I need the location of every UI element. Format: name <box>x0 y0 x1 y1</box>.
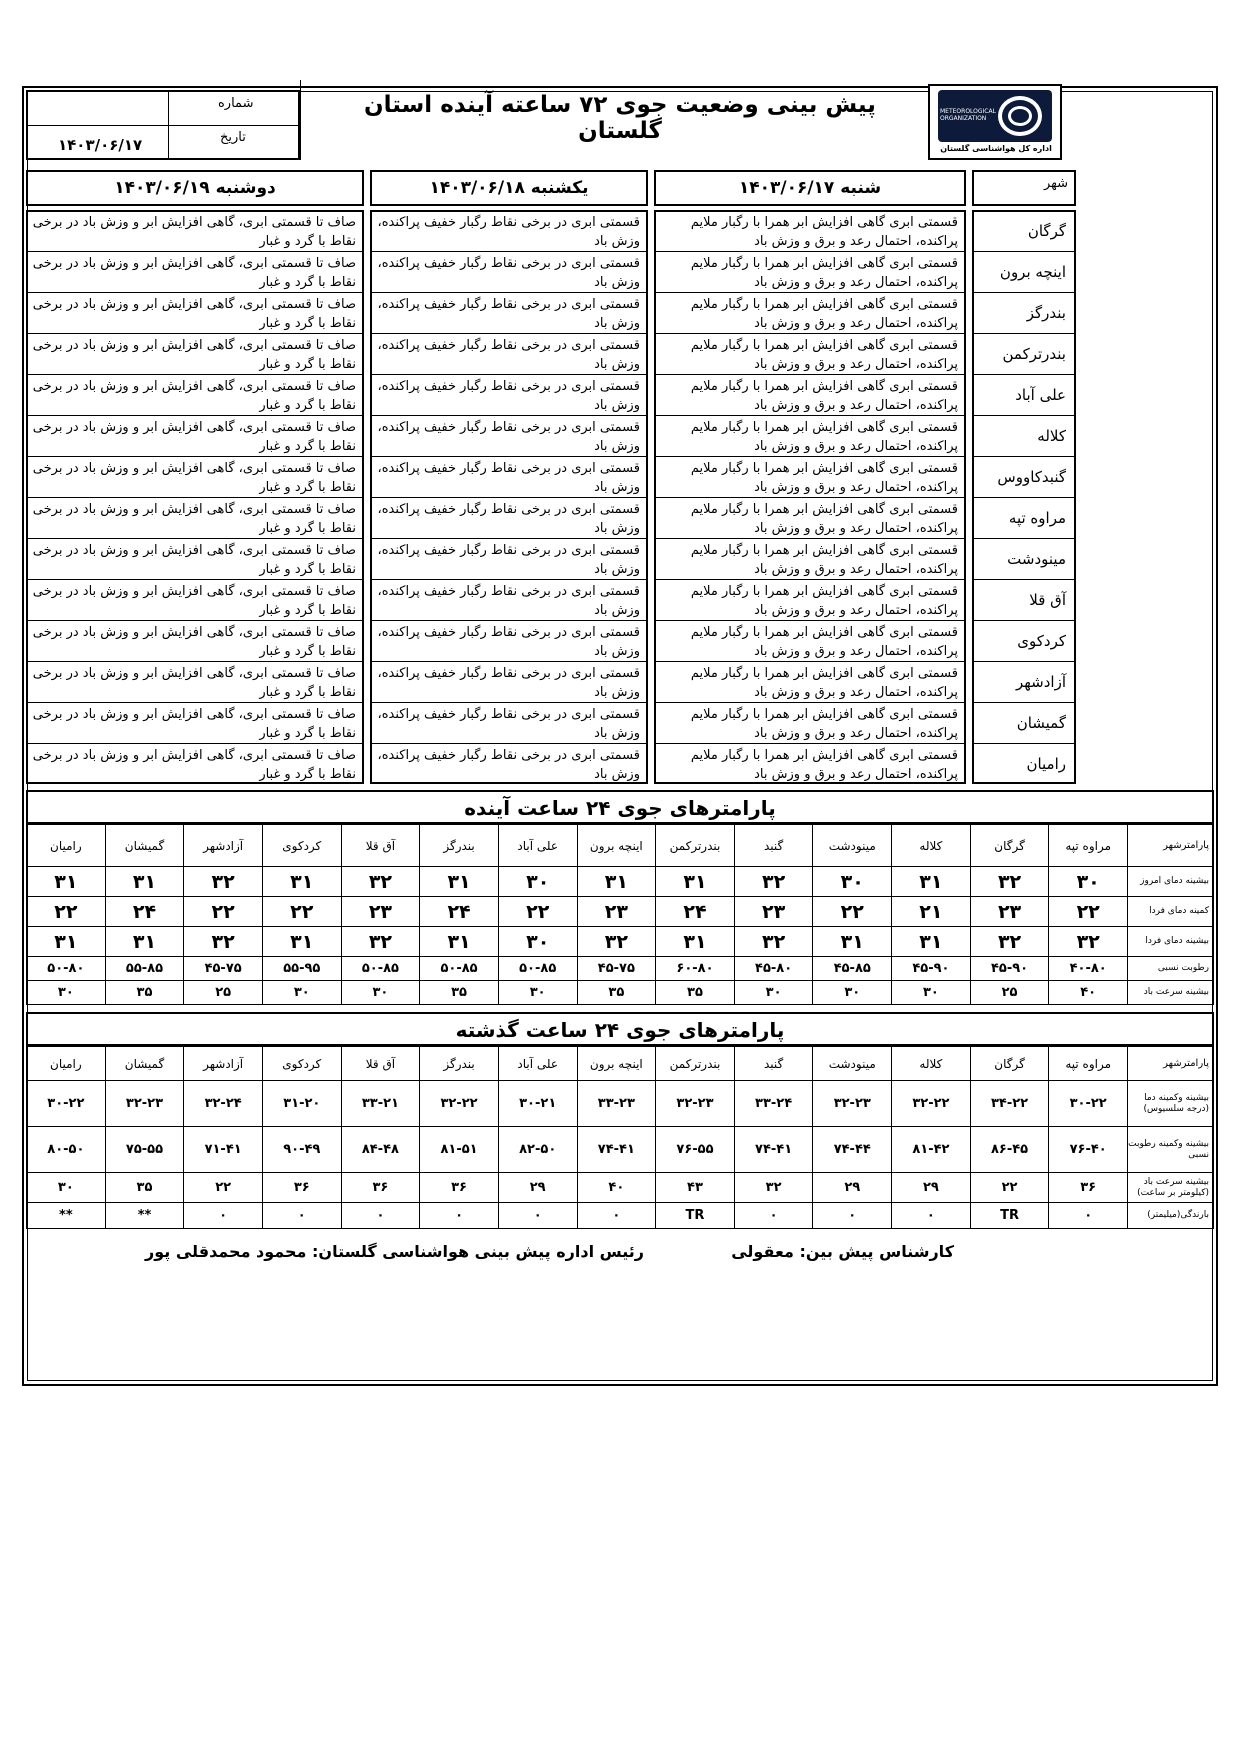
param-value: ۲۲ <box>184 1173 263 1203</box>
param-value: ۳۰ <box>498 927 577 957</box>
param-value: ۲۲ <box>184 897 263 927</box>
day2-forecast: قسمتی ابری در برخی نقاط رگبار خفیف پراکنده، وزش باد <box>377 502 640 536</box>
param-value: ۲۳ <box>734 897 813 927</box>
param-value: ۳۱ <box>656 867 735 897</box>
param-value: ۳۱ <box>105 927 184 957</box>
day3-forecast: صاف تا قسمتی ابری، گاهی افزایش ابر و وزش باد در برخی نقاط با گرد و غبار <box>32 379 356 413</box>
past24-title: پارامترهای جوی ۲۴ ساعت گذشته <box>26 1012 1214 1046</box>
param-value: ۲۳ <box>970 897 1049 927</box>
param-city: اینچه برون <box>577 1047 656 1081</box>
param-value: ۰ <box>184 1203 263 1229</box>
param-value: ۳۱ <box>105 867 184 897</box>
param-value: ۷۶-۵۵ <box>656 1127 735 1173</box>
param-value: ۴۳ <box>656 1173 735 1203</box>
number-date-box <box>26 90 300 160</box>
forecaster-signature: کارشناس پیش بین: معقولی <box>731 1242 954 1261</box>
param-value: ۳۰ <box>27 1173 106 1203</box>
param-value: ۳۲-۲۳ <box>105 1081 184 1127</box>
param-label: رطوبت نسبی <box>1128 957 1214 981</box>
param-city: رامیان <box>27 825 106 867</box>
param-value: ۳۴-۲۲ <box>970 1081 1049 1127</box>
param-city: آزادشهر <box>184 825 263 867</box>
city-name: آق قلا <box>1029 591 1066 609</box>
day3-header: دوشنبه ۱۴۰۳/۰۶/۱۹ <box>26 170 364 206</box>
day2-header: یکشنبه ۱۴۰۳/۰۶/۱۸ <box>370 170 648 206</box>
row-divider <box>972 251 1076 252</box>
param-label: بیشینه وکمینه دما (درجه سلسیوس) <box>1128 1081 1214 1127</box>
param-value: ۲۹ <box>892 1173 971 1203</box>
param-value: ۳۲-۲۴ <box>184 1081 263 1127</box>
param-city: علی آباد <box>498 1047 577 1081</box>
param-value: ۲۲ <box>813 897 892 927</box>
param-value: ۳۲ <box>341 867 420 897</box>
page-title: پیش بینی وضعیت جوی ۷۲ ساعته آینده استان گلستان <box>364 92 876 144</box>
city-name: مینودشت <box>1007 550 1066 568</box>
param-value: ۲۳ <box>341 897 420 927</box>
param-label: بارندگی(میلیمتر) <box>1128 1203 1214 1229</box>
logo-text: METEOROLOGICAL ORGANIZATION <box>940 108 996 122</box>
day2-forecast: قسمتی ابری در برخی نقاط رگبار خفیف پراکنده، وزش باد <box>377 666 640 700</box>
param-value: ۳۶ <box>420 1173 499 1203</box>
param-value: ۹۰-۴۹ <box>262 1127 341 1173</box>
param-value: ۲۹ <box>813 1173 892 1203</box>
day1-forecast: قسمتی ابری گاهی افزایش ابر همرا با رگبار ملایم پراکنده، احتمال رعد و برق و وزش باد <box>690 297 958 331</box>
date-label: تاریخ <box>220 130 246 145</box>
param-value: ۳۱ <box>813 927 892 957</box>
param-value: ** <box>105 1203 184 1229</box>
param-value: ۳۳-۲۴ <box>734 1081 813 1127</box>
day3-forecast: صاف تا قسمتی ابری، گاهی افزایش ابر و وزش باد در برخی نقاط با گرد و غبار <box>32 420 356 454</box>
param-value: ۸۴-۴۸ <box>341 1127 420 1173</box>
city-name: گمیشان <box>1016 714 1066 732</box>
param-value: ۳۱ <box>27 867 106 897</box>
day3-forecast: صاف تا قسمتی ابری، گاهی افزایش ابر و وزش باد در برخی نقاط با گرد و غبار <box>32 707 356 741</box>
param-value: ۸۲-۵۰ <box>498 1127 577 1173</box>
row-divider <box>972 579 1076 580</box>
param-value: ۳۲ <box>970 927 1049 957</box>
param-city: بندرگز <box>420 825 499 867</box>
param-label: بیشینه دمای فردا <box>1128 927 1214 957</box>
param-value: ۳۱ <box>656 927 735 957</box>
param-value: ۳۲ <box>184 867 263 897</box>
day2-forecast: قسمتی ابری در برخی نقاط رگبار خفیف پراکنده، وزش باد <box>377 748 640 782</box>
row-divider <box>972 497 1076 498</box>
day3-forecast: صاف تا قسمتی ابری، گاهی افزایش ابر و وزش باد در برخی نقاط با گرد و غبار <box>32 666 356 700</box>
param-value: ۳۳-۲۱ <box>341 1081 420 1127</box>
day2-forecast: قسمتی ابری در برخی نقاط رگبار خفیف پراکنده، وزش باد <box>377 379 640 413</box>
param-value: ۳۲ <box>734 1173 813 1203</box>
param-city: آزادشهر <box>184 1047 263 1081</box>
param-value: ۳۱ <box>420 927 499 957</box>
param-value: ۳۵ <box>420 981 499 1005</box>
param-value: ۸۶-۴۵ <box>970 1127 1049 1173</box>
param-value: ۳۱-۲۰ <box>262 1081 341 1127</box>
param-value: ۳۲ <box>184 927 263 957</box>
param-value: ۳۳-۲۳ <box>577 1081 656 1127</box>
param-value: ۴۵-۷۵ <box>577 957 656 981</box>
param-value: ۲۵ <box>970 981 1049 1005</box>
param-value: ۰ <box>341 1203 420 1229</box>
param-value: ۲۲ <box>970 1173 1049 1203</box>
param-label: بیشینه سرعت باد (کیلومتر بر ساعت) <box>1128 1173 1214 1203</box>
param-value: ۳۲ <box>734 867 813 897</box>
param-value: ۵۰-۸۵ <box>498 957 577 981</box>
param-label: بیشینه دمای امروز <box>1128 867 1214 897</box>
number-label: شماره <box>218 96 254 111</box>
city-name: گرگان <box>1027 222 1066 240</box>
param-value: ۵۵-۸۵ <box>105 957 184 981</box>
day1-forecast: قسمتی ابری گاهی افزایش ابر همرا با رگبار ملایم پراکنده، احتمال رعد و برق و وزش باد <box>690 379 958 413</box>
day2-forecast: قسمتی ابری در برخی نقاط رگبار خفیف پراکنده، وزش باد <box>377 297 640 331</box>
param-value: ۳۰ <box>1049 867 1128 897</box>
param-value: ۵۵-۹۵ <box>262 957 341 981</box>
param-value: ۳۰ <box>892 981 971 1005</box>
day1-forecast: قسمتی ابری گاهی افزایش ابر همرا با رگبار ملایم پراکنده، احتمال رعد و برق و وزش باد <box>690 543 958 577</box>
corner-label: پارامترشهر <box>1128 1047 1214 1081</box>
param-value: ۳۶ <box>341 1173 420 1203</box>
city-name: کردکوی <box>1017 632 1066 650</box>
head-signature: رئیس اداره پیش بینی هواشناسی گلستان: محمود محمدقلی پور <box>145 1242 644 1261</box>
param-value: ۴۵-۸۰ <box>734 957 813 981</box>
day3-forecast: صاف تا قسمتی ابری، گاهی افزایش ابر و وزش باد در برخی نقاط با گرد و غبار <box>32 584 356 618</box>
day3-forecast: صاف تا قسمتی ابری، گاهی افزایش ابر و وزش باد در برخی نقاط با گرد و غبار <box>32 461 356 495</box>
param-value: ۵۰-۸۰ <box>27 957 106 981</box>
param-city: کردکوی <box>262 1047 341 1081</box>
param-value: ۲۱ <box>892 897 971 927</box>
param-value: ۳۰ <box>813 867 892 897</box>
param-city: آق قلا <box>341 1047 420 1081</box>
param-value: ۲۹ <box>498 1173 577 1203</box>
param-city: مراوه تپه <box>1049 825 1128 867</box>
param-value: ۳۲-۲۳ <box>656 1081 735 1127</box>
city-name: بندرگز <box>1026 304 1066 322</box>
next24-table <box>26 824 1214 1005</box>
param-value: ۴۵-۸۵ <box>813 957 892 981</box>
day3-forecast: صاف تا قسمتی ابری، گاهی افزایش ابر و وزش باد در برخی نقاط با گرد و غبار <box>32 338 356 372</box>
day3-forecast: صاف تا قسمتی ابری، گاهی افزایش ابر و وزش باد در برخی نقاط با گرد و غبار <box>32 256 356 290</box>
param-value: ** <box>27 1203 106 1229</box>
param-value: ۳۰ <box>734 981 813 1005</box>
day2-forecast: قسمتی ابری در برخی نقاط رگبار خفیف پراکنده، وزش باد <box>377 625 640 659</box>
day1-forecast: قسمتی ابری گاهی افزایش ابر همرا با رگبار ملایم پراکنده، احتمال رعد و برق و وزش باد <box>690 707 958 741</box>
param-label: بیشینه وکمینه رطوبت نسبی <box>1128 1127 1214 1173</box>
corner-label: پارامترشهر <box>1128 825 1214 867</box>
param-value: ۵۰-۸۵ <box>341 957 420 981</box>
param-value: ۰ <box>498 1203 577 1229</box>
param-value: ۳۰ <box>27 981 106 1005</box>
day3-forecast: صاف تا قسمتی ابری، گاهی افزایش ابر و وزش باد در برخی نقاط با گرد و غبار <box>32 502 356 536</box>
param-value: ۳۵ <box>577 981 656 1005</box>
city-name: کلاله <box>1037 427 1066 445</box>
city-name: رامیان <box>1026 755 1066 773</box>
param-value: ۳۱ <box>892 927 971 957</box>
row-divider <box>972 620 1076 621</box>
logo-caption: اداره کل هواشناسی گلستان <box>940 144 1052 153</box>
param-value: ۵۰-۸۵ <box>420 957 499 981</box>
param-value: ۳۰ <box>341 981 420 1005</box>
param-city: گنبد <box>734 1047 813 1081</box>
param-value: ۰ <box>262 1203 341 1229</box>
param-value: ۳۲ <box>970 867 1049 897</box>
param-value: ۳۶ <box>262 1173 341 1203</box>
day1-forecast: قسمتی ابری گاهی افزایش ابر همرا با رگبار ملایم پراکنده، احتمال رعد و برق و وزش باد <box>690 420 958 454</box>
param-value: ۳۰ <box>262 981 341 1005</box>
param-value: ۳۵ <box>656 981 735 1005</box>
param-value: ۷۴-۴۴ <box>813 1127 892 1173</box>
day3-forecast: صاف تا قسمتی ابری، گاهی افزایش ابر و وزش باد در برخی نقاط با گرد و غبار <box>32 748 356 782</box>
city-name: آزادشهر <box>1015 673 1066 691</box>
day2-forecast: قسمتی ابری در برخی نقاط رگبار خفیف پراکنده، وزش باد <box>377 420 640 454</box>
param-value: ۷۱-۴۱ <box>184 1127 263 1173</box>
param-city: بندرگز <box>420 1047 499 1081</box>
param-city: گرگان <box>970 825 1049 867</box>
param-label: کمینه دمای فردا <box>1128 897 1214 927</box>
param-city: گرگان <box>970 1047 1049 1081</box>
param-value: ۷۴-۴۱ <box>734 1127 813 1173</box>
param-value: ۳۰ <box>498 981 577 1005</box>
day3-forecast: صاف تا قسمتی ابری، گاهی افزایش ابر و وزش باد در برخی نقاط با گرد و غبار <box>32 297 356 331</box>
next24-title: پارامترهای جوی ۲۴ ساعت آینده <box>26 790 1214 824</box>
day2-forecast: قسمتی ابری در برخی نقاط رگبار خفیف پراکنده، وزش باد <box>377 215 640 249</box>
param-value: ۳۰-۲۱ <box>498 1081 577 1127</box>
row-divider <box>972 743 1076 744</box>
param-value: ۳۱ <box>892 867 971 897</box>
day1-forecast: قسمتی ابری گاهی افزایش ابر همرا با رگبار ملایم پراکنده، احتمال رعد و برق و وزش باد <box>690 461 958 495</box>
param-city: علی آباد <box>498 825 577 867</box>
row-divider <box>972 661 1076 662</box>
param-value: ۳۲ <box>341 927 420 957</box>
param-city: کلاله <box>892 825 971 867</box>
param-value: ۴۰-۸۰ <box>1049 957 1128 981</box>
param-value: ۳۲-۲۳ <box>813 1081 892 1127</box>
day3-forecast: صاف تا قسمتی ابری، گاهی افزایش ابر و وزش باد در برخی نقاط با گرد و غبار <box>32 543 356 577</box>
day2-forecast: قسمتی ابری در برخی نقاط رگبار خفیف پراکنده، وزش باد <box>377 584 640 618</box>
row-divider <box>972 374 1076 375</box>
param-value: ۷۶-۴۰ <box>1049 1127 1128 1173</box>
param-city: گنبد <box>734 825 813 867</box>
day2-forecast: قسمتی ابری در برخی نقاط رگبار خفیف پراکنده، وزش باد <box>377 338 640 372</box>
day2-forecast: قسمتی ابری در برخی نقاط رگبار خفیف پراکنده، وزش باد <box>377 543 640 577</box>
logo <box>928 84 1062 160</box>
day3-forecast: صاف تا قسمتی ابری، گاهی افزایش ابر و وزش باد در برخی نقاط با گرد و غبار <box>32 215 356 249</box>
param-city: مینودشت <box>813 1047 892 1081</box>
day1-forecast: قسمتی ابری گاهی افزایش ابر همرا با رگبار ملایم پراکنده، احتمال رعد و برق و وزش باد <box>690 666 958 700</box>
param-value: ۲۴ <box>420 897 499 927</box>
param-value: ۳۵ <box>105 981 184 1005</box>
city-name: بندرترکمن <box>1002 345 1066 363</box>
row-divider <box>972 538 1076 539</box>
param-value: ۲۲ <box>27 897 106 927</box>
param-value: ۲۲ <box>1049 897 1128 927</box>
day1-forecast: قسمتی ابری گاهی افزایش ابر همرا با رگبار ملایم پراکنده، احتمال رعد و برق و وزش باد <box>690 748 958 782</box>
param-value: ۲۵ <box>184 981 263 1005</box>
param-value: ۳۱ <box>262 867 341 897</box>
param-value: ۲۲ <box>498 897 577 927</box>
param-value: ۴۵-۷۵ <box>184 957 263 981</box>
city-name: مراوه تپه <box>1008 509 1066 527</box>
param-value: ۳۲-۲۲ <box>420 1081 499 1127</box>
city-column-header: شهر <box>972 170 1076 206</box>
param-value: ۴۰ <box>577 1173 656 1203</box>
param-value: ۳۰-۲۲ <box>27 1081 106 1127</box>
param-value: ۷۴-۴۱ <box>577 1127 656 1173</box>
row-divider <box>972 292 1076 293</box>
param-city: آق قلا <box>341 825 420 867</box>
param-value: ۳۱ <box>420 867 499 897</box>
param-value: ۰ <box>577 1203 656 1229</box>
param-value: ۳۱ <box>262 927 341 957</box>
param-value: ۳۱ <box>27 927 106 957</box>
city-name: اینچه برون <box>999 263 1066 281</box>
param-value: ۰ <box>420 1203 499 1229</box>
param-value: ۸۱-۵۱ <box>420 1127 499 1173</box>
param-city: گمیشان <box>105 825 184 867</box>
param-value: ۶۰-۸۰ <box>656 957 735 981</box>
param-value: ۳۲-۲۲ <box>892 1081 971 1127</box>
param-value: ۳۰ <box>813 981 892 1005</box>
param-value: TR <box>656 1203 735 1229</box>
param-value: ۳۲ <box>1049 927 1128 957</box>
past24-table <box>26 1046 1214 1229</box>
param-city: بندرترکمن <box>656 825 735 867</box>
row-divider <box>972 702 1076 703</box>
day1-forecast: قسمتی ابری گاهی افزایش ابر همرا با رگبار ملایم پراکنده، احتمال رعد و برق و وزش باد <box>690 625 958 659</box>
day1-header: شنبه ۱۴۰۳/۰۶/۱۷ <box>654 170 966 206</box>
param-value: ۰ <box>1049 1203 1128 1229</box>
day1-forecast: قسمتی ابری گاهی افزایش ابر همرا با رگبار ملایم پراکنده، احتمال رعد و برق و وزش باد <box>690 584 958 618</box>
param-value: ۷۵-۵۵ <box>105 1127 184 1173</box>
param-value: ۳۲ <box>734 927 813 957</box>
day1-forecast: قسمتی ابری گاهی افزایش ابر همرا با رگبار ملایم پراکنده، احتمال رعد و برق و وزش باد <box>690 215 958 249</box>
param-value: ۳۲ <box>577 927 656 957</box>
param-value: ۴۵-۹۰ <box>970 957 1049 981</box>
param-value: ۸۰-۵۰ <box>27 1127 106 1173</box>
date-value: ۱۴۰۳/۰۶/۱۷ <box>58 136 143 154</box>
param-value: ۲۴ <box>656 897 735 927</box>
param-value: ۴۵-۹۰ <box>892 957 971 981</box>
param-value: ۳۰-۲۲ <box>1049 1081 1128 1127</box>
param-value: ۴۰ <box>1049 981 1128 1005</box>
day1-forecast: قسمتی ابری گاهی افزایش ابر همرا با رگبار ملایم پراکنده، احتمال رعد و برق و وزش باد <box>690 338 958 372</box>
row-divider <box>972 333 1076 334</box>
param-value: ۲۳ <box>577 897 656 927</box>
day2-forecast: قسمتی ابری در برخی نقاط رگبار خفیف پراکنده، وزش باد <box>377 707 640 741</box>
day2-forecast: قسمتی ابری در برخی نقاط رگبار خفیف پراکنده، وزش باد <box>377 256 640 290</box>
param-city: گمیشان <box>105 1047 184 1081</box>
row-divider <box>972 415 1076 416</box>
param-city: مراوه تپه <box>1049 1047 1128 1081</box>
day3-forecast: صاف تا قسمتی ابری، گاهی افزایش ابر و وزش باد در برخی نقاط با گرد و غبار <box>32 625 356 659</box>
param-value: ۳۵ <box>105 1173 184 1203</box>
param-value: ۳۶ <box>1049 1173 1128 1203</box>
param-value: ۰ <box>892 1203 971 1229</box>
day1-forecast: قسمتی ابری گاهی افزایش ابر همرا با رگبار ملایم پراکنده، احتمال رعد و برق و وزش باد <box>690 256 958 290</box>
city-name: علی آباد <box>1015 386 1066 404</box>
param-label: بیشینه سرعت باد <box>1128 981 1214 1005</box>
param-city: کلاله <box>892 1047 971 1081</box>
param-value: ۰ <box>813 1203 892 1229</box>
param-value: ۰ <box>734 1203 813 1229</box>
row-divider <box>972 456 1076 457</box>
param-value: ۳۰ <box>498 867 577 897</box>
day1-forecast: قسمتی ابری گاهی افزایش ابر همرا با رگبار ملایم پراکنده، احتمال رعد و برق و وزش باد <box>690 502 958 536</box>
param-city: مینودشت <box>813 825 892 867</box>
param-value: ۸۱-۴۲ <box>892 1127 971 1173</box>
city-name: گنبدکاووس <box>997 468 1066 486</box>
param-value: ۲۲ <box>262 897 341 927</box>
param-city: اینچه برون <box>577 825 656 867</box>
param-city: بندرترکمن <box>656 1047 735 1081</box>
param-value: TR <box>970 1203 1049 1229</box>
param-city: کردکوی <box>262 825 341 867</box>
param-value: ۳۱ <box>577 867 656 897</box>
param-value: ۲۴ <box>105 897 184 927</box>
param-city: رامیان <box>27 1047 106 1081</box>
day2-forecast: قسمتی ابری در برخی نقاط رگبار خفیف پراکنده، وزش باد <box>377 461 640 495</box>
